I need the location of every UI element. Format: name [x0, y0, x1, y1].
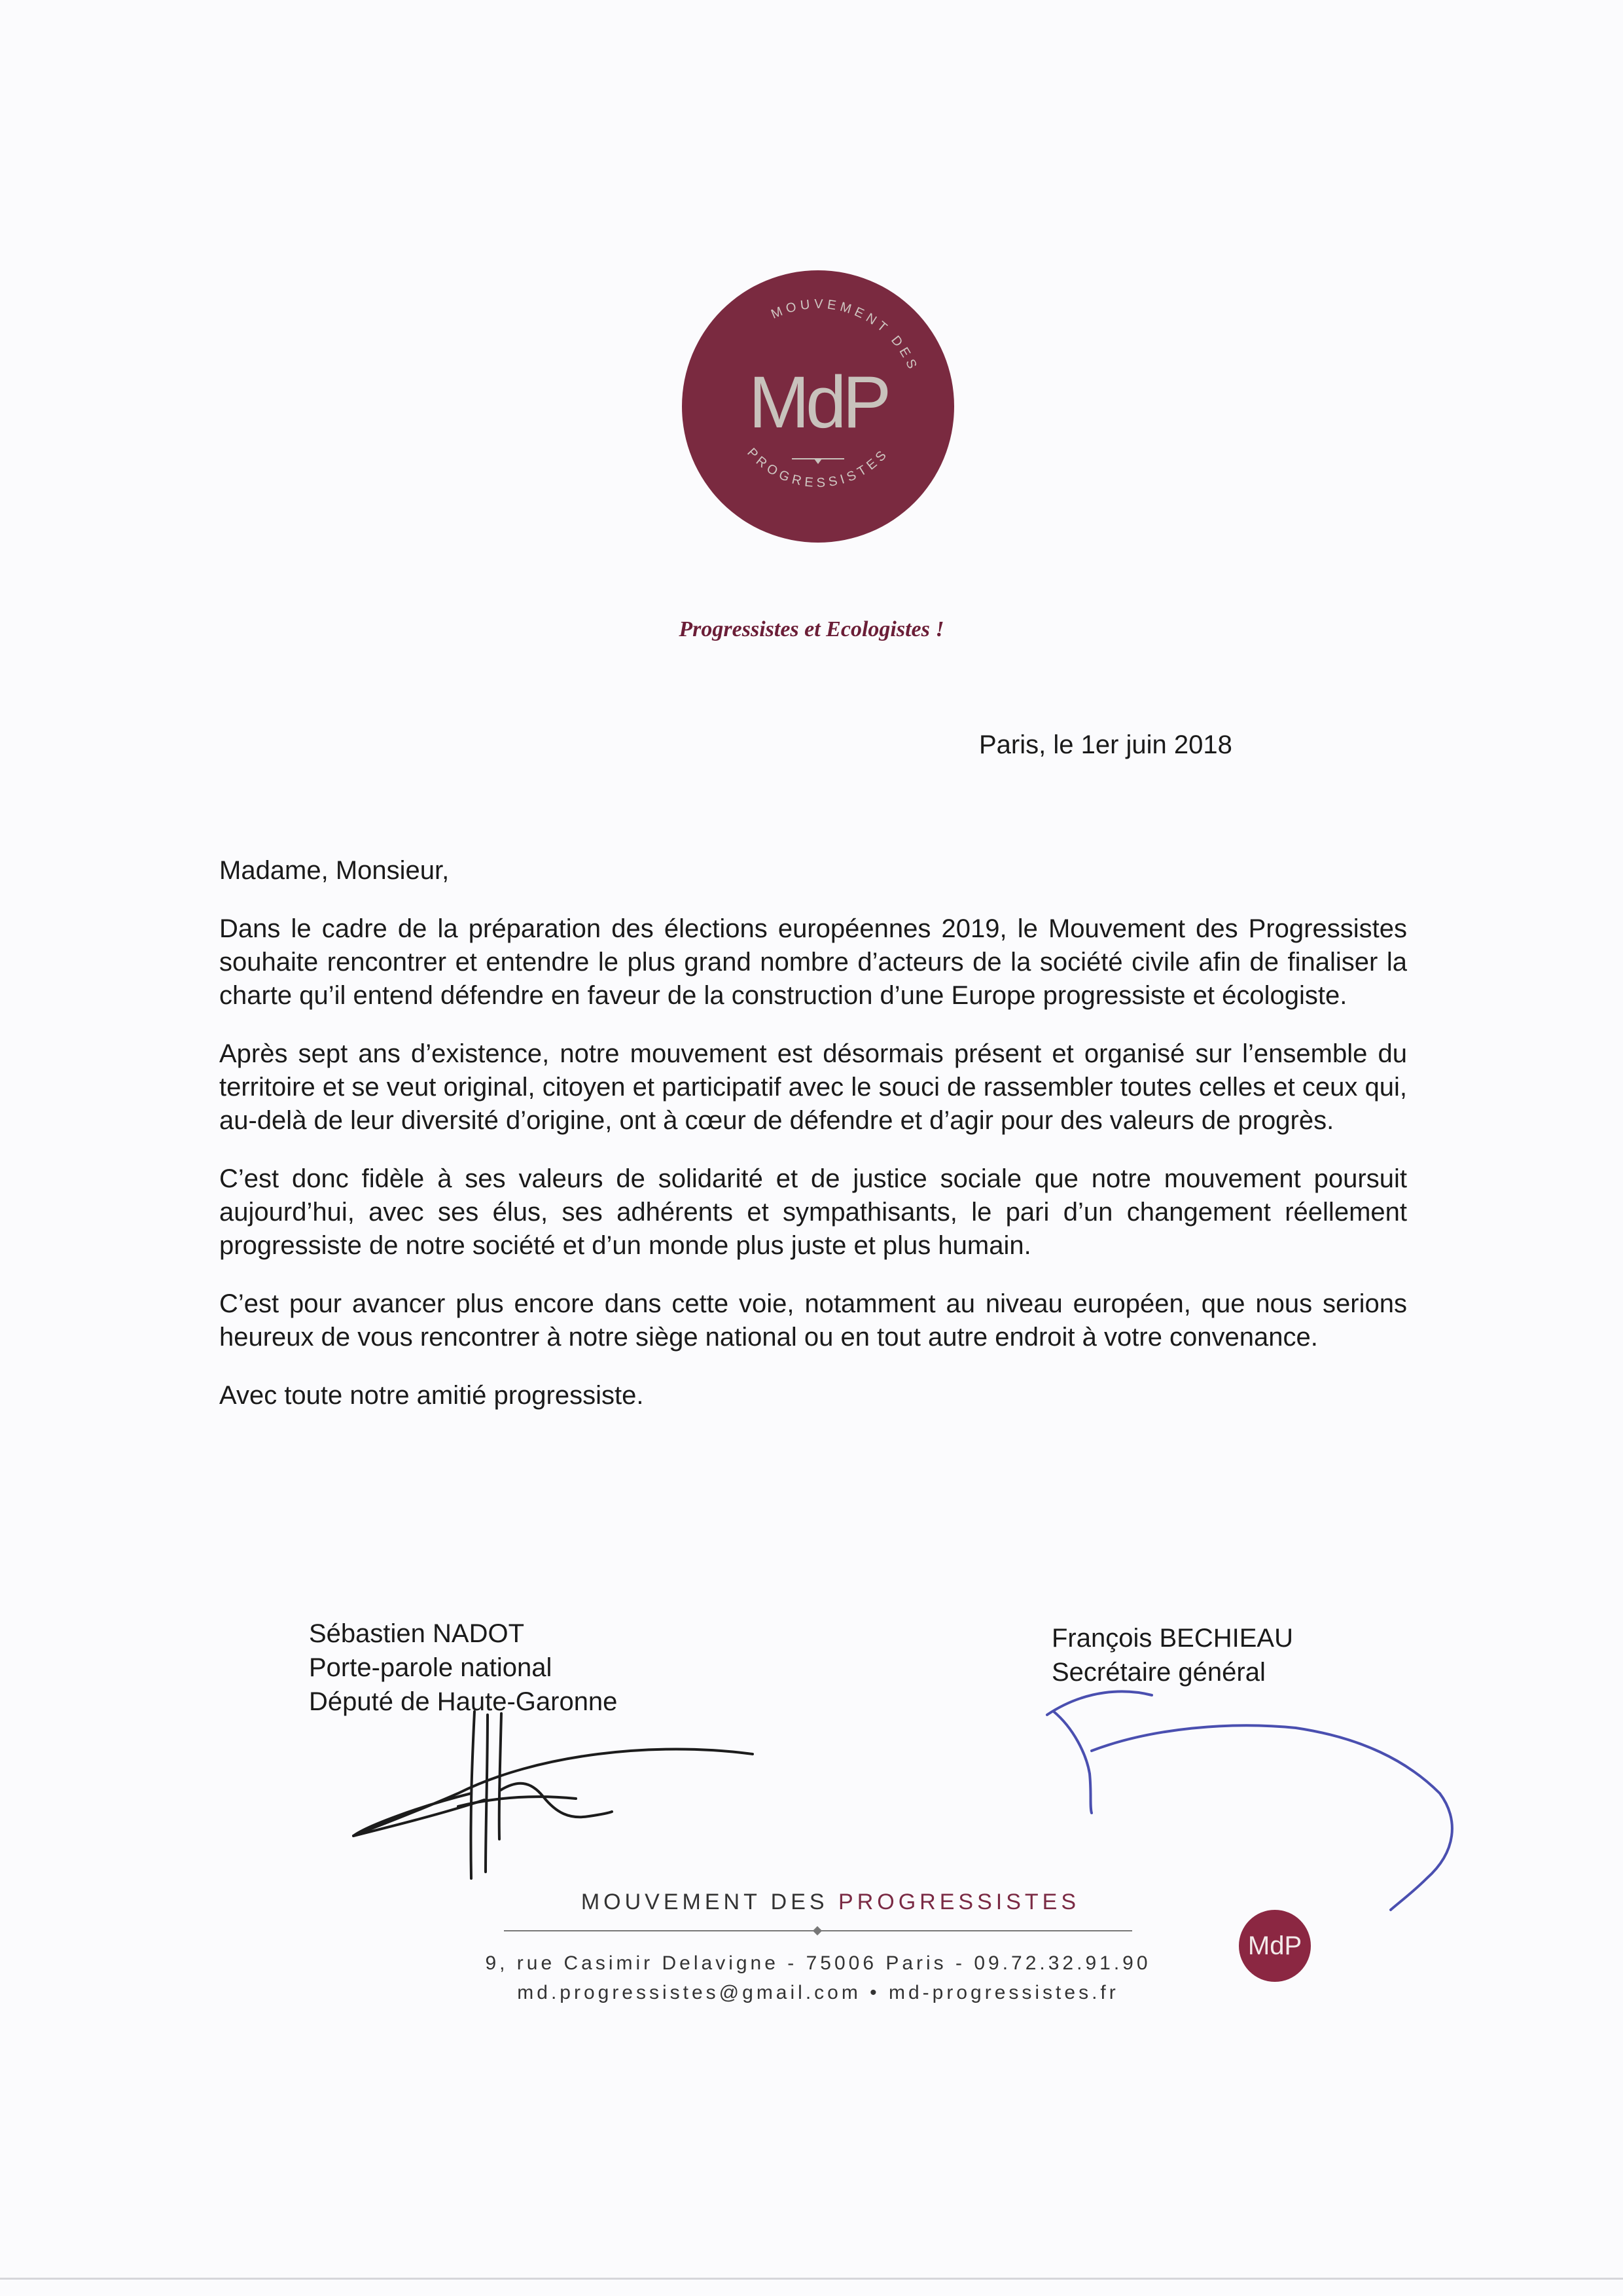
paragraph-4: C’est pour avancer plus encore dans cette voie, notamment au niveau européen, que nous serions heureux de vous rencontrer à notre siège national ou en tout autre endroit à votre convenance. [219, 1289, 1407, 1352]
logo-arc-top: MOUVEMENT DES [769, 296, 921, 375]
signatory-left-role2: Député de Haute-Garonne [309, 1687, 618, 1716]
logo-monogram: MdP [748, 361, 888, 443]
signatory-right [1052, 1621, 1293, 1689]
paragraph-1: Dans le cadre de la préparation des élections européennes 2019, le Mouvement des Progressistes souhaite rencontrer et entendre le plus grand nombre d’acteurs de la société civile afin de finaliser la charte qu’il entend défendre en faveur de la construction d’une Europe progressiste et écologiste. [219, 914, 1407, 1010]
signature-right [1047, 1691, 1452, 1910]
footer-title-accent: PROGRESSISTES [838, 1890, 1080, 1914]
paragraph-3: C’est donc fidèle à ses valeurs de solidarité et de justice sociale que notre mouvement poursuit aujourd’hui, avec ses élus, ses adhérents et sympathisants, le pari d’un changement réellement progressiste de notre société et d’un monde plus juste et plus humain. [219, 1164, 1407, 1260]
paragraph-2: Après sept ans d’existence, notre mouvement est désormais présent et organisé sur l’ensemble du territoire et se veut original, citoyen et participatif avec le souci de rassembler toutes celles et ceux qui, au-delà de leur diversité d’origine, ont à cœur de défendre et d’agir pour des valeurs de progrès. [219, 1039, 1407, 1135]
letter-body [219, 854, 1407, 1437]
mini-logo: MdP [1239, 1910, 1311, 1982]
signatory-left-name: Sébastien NADOT [309, 1619, 525, 1648]
signatory-left-role: Porte-parole national [309, 1653, 552, 1682]
scan-edge-line [0, 2278, 1623, 2280]
signature-left [353, 1712, 753, 1878]
footer-contact: md.progressistes@gmail.com • md-progressistes.fr [517, 1982, 1119, 2003]
tagline: Progressistes et Ecologistes ! [679, 617, 944, 641]
signatory-right-role: Secrétaire général [1052, 1658, 1266, 1687]
signatory-left [309, 1617, 617, 1719]
dateline: Paris, le 1er juin 2018 [979, 730, 1232, 759]
footer-title-main: MOUVEMENT DES [580, 1890, 839, 1914]
footer-title [0, 1890, 1080, 1915]
footer-divider-tick [813, 1926, 822, 1935]
signatory-right-name: François BECHIEAU [1052, 1624, 1293, 1653]
closing: Avec toute notre amitié progressiste. [219, 1381, 644, 1410]
footer-address: 9, rue Casimir Delavigne - 75006 Paris - 09.72.32.91.90 [485, 1952, 1151, 1974]
salutation: Madame, Monsieur, [219, 856, 450, 885]
mdp-logo [681, 269, 955, 544]
logo-arc-bottom: PROGRESSISTES [744, 445, 892, 491]
